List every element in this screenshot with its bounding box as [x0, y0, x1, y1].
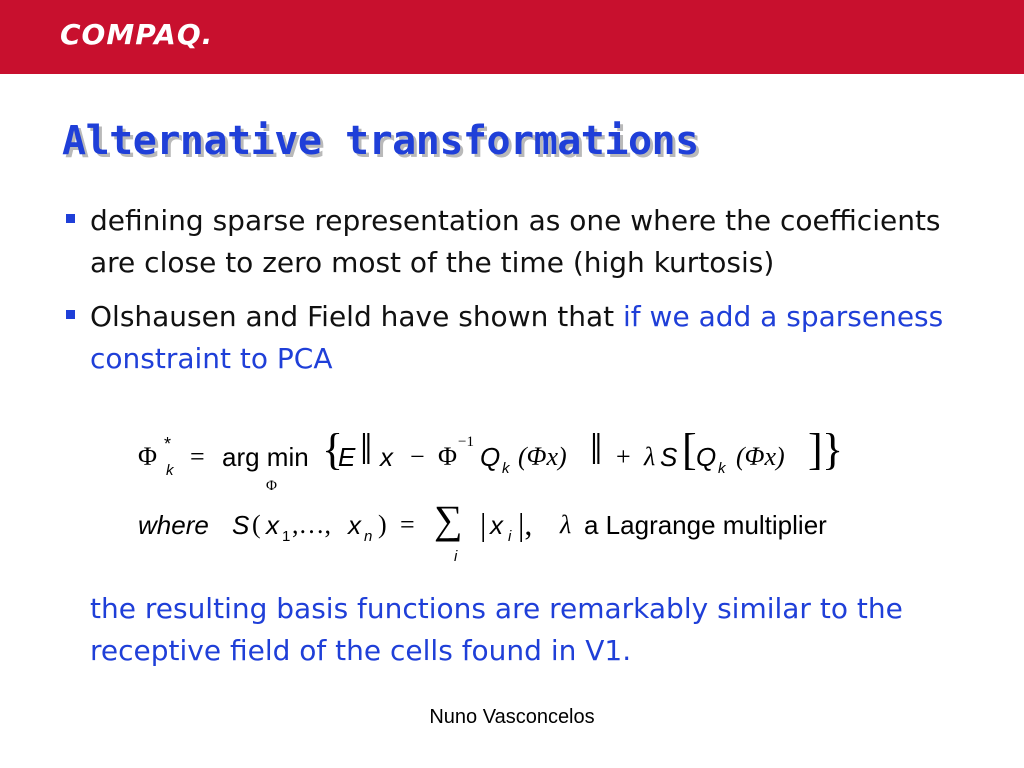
eq-norm-left: ‖ [360, 425, 373, 474]
eq-minus: − [410, 442, 425, 471]
footer-author: Nuno Vasconcelos [429, 706, 595, 728]
eq-k-sub: k [166, 462, 174, 479]
eq2-dots: ,…, [292, 510, 331, 539]
eq-phi: Φ [138, 442, 158, 471]
bullet-highlight-text: if we add a sparseness constraint to PCA [90, 300, 944, 375]
eq-S: S [660, 442, 678, 472]
eq-phi-inv: Φ [438, 442, 458, 471]
slide-title: Alternative transformations [62, 118, 699, 164]
eq2-xn-sub: n [364, 528, 373, 545]
eq2-sum-sub: i [454, 548, 458, 565]
header-band [0, 0, 1024, 74]
eq-inner: (Φx) [518, 442, 567, 471]
equation-sparseness [138, 497, 938, 572]
eq2-abs-close: |, [518, 506, 533, 542]
eq2-close: ) [378, 510, 387, 539]
eq2-sum: ∑ [434, 497, 463, 542]
eq2-xi-sub: i [508, 528, 512, 545]
bullet-text: defining sparse representation as one where the coefficients are close to zero most of the time (high kurtosis) [90, 204, 941, 279]
eq-rbracket: ] [808, 425, 823, 474]
eq2-open: ( [252, 510, 261, 539]
conclusion-text: the resulting basis functions are remarkably similar to the receptive field of the cells found in V1. [90, 592, 903, 667]
eq-plus: + [616, 442, 631, 471]
eq-Q: Q [480, 442, 501, 472]
square-bullet-icon [66, 310, 75, 319]
bullet-item-1 [62, 200, 962, 284]
compaq-logo: COMPAQ. [60, 18, 214, 51]
eq-where: where [138, 510, 209, 540]
square-bullet-icon [66, 214, 75, 223]
eq-Q-sub: k [502, 460, 510, 477]
eq2-x1: x [266, 510, 279, 540]
bullet-text: Olshausen and Field have shown that [90, 300, 623, 333]
eq-norm-right: ‖ [590, 425, 603, 474]
eq-inner2: (Φx) [736, 442, 785, 471]
eq-argmin: arg min [222, 442, 309, 472]
eq-x: x [380, 442, 393, 472]
eq-Q2: Q [696, 442, 717, 472]
eq-star: * [164, 434, 172, 454]
eq-lambda: λ [644, 442, 656, 471]
eq2-S: S [232, 510, 250, 540]
eq2-lagrange: a Lagrange multiplier [584, 510, 827, 540]
eq-equals: = [190, 442, 205, 471]
eq-rbrace: } [822, 425, 844, 474]
eq-lbrace: { [322, 425, 344, 474]
eq2-abs-open: | [480, 506, 487, 542]
eq2-xi: x [490, 510, 503, 540]
eq2-lambda: λ [560, 510, 572, 539]
eq2-x1-sub: 1 [282, 528, 291, 545]
equation-objective [138, 425, 858, 498]
eq-Q2-sub: k [718, 460, 726, 477]
bullet-item-2 [62, 296, 962, 380]
eq-argmin-sub: Φ [266, 478, 277, 494]
eq-inv-sup: −1 [458, 434, 474, 450]
eq-lbracket: [ [682, 425, 697, 474]
eq2-xn: x [348, 510, 361, 540]
eq-E: E [338, 442, 356, 472]
eq2-equals: = [400, 510, 415, 539]
bullet-list [62, 200, 962, 380]
